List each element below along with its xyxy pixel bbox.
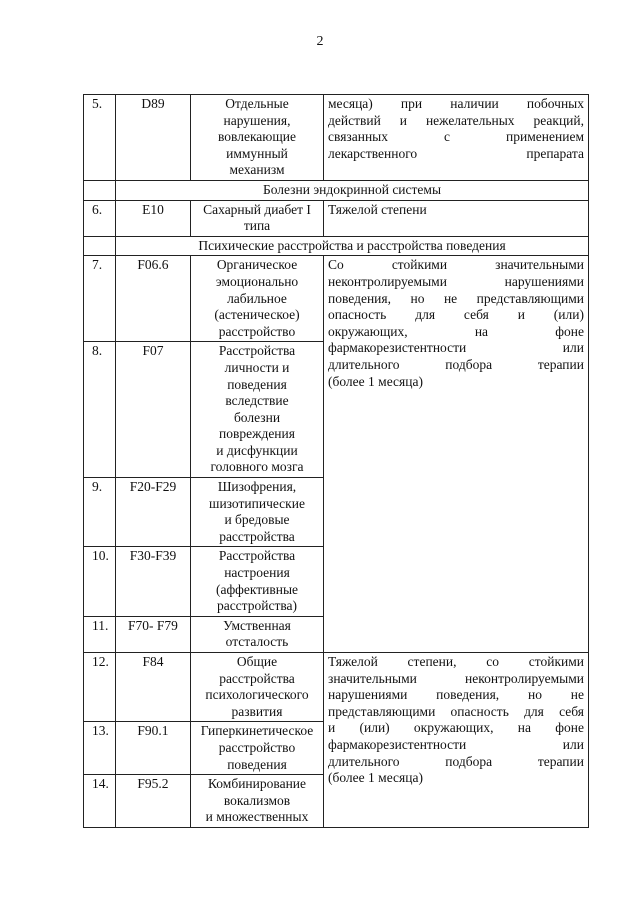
row-number: 12. (84, 653, 116, 722)
diagnosis-name (191, 95, 324, 181)
description-line: окружающих, на фоне (328, 323, 584, 339)
row-number: 5. (84, 95, 116, 181)
row-number: 11. (84, 616, 116, 652)
row-number: 9. (84, 478, 116, 547)
description-line: Тяжелой степени, со стойкими (328, 654, 584, 669)
diagnosis-name-line: Умственная (223, 617, 291, 633)
diagnosis-name-line: Расстройства (218, 548, 296, 564)
diagnosis-name-line: головного мозга (210, 459, 304, 475)
diagnosis-name-line: (астеническое) (214, 307, 300, 323)
description-line: фармакорезистентности или (328, 340, 584, 356)
description-line: (более 1 месяца) (328, 373, 423, 389)
diagnosis-name-line: вовлекающие (217, 129, 296, 145)
condition-description (324, 653, 589, 828)
diagnosis-name (191, 653, 324, 722)
icd-code: F30-F39 (116, 547, 191, 616)
icd-code: F95.2 (116, 775, 191, 828)
icd-code: F20-F29 (116, 478, 191, 547)
diagnosis-name-line: расстройство (218, 739, 296, 755)
diagnosis-name-line: настроения (224, 565, 290, 581)
diagnosis-name-line: развития (231, 703, 283, 719)
diagnosis-name-line: шизотипические (209, 495, 305, 511)
diagnosis-name-line: вокализмов (223, 792, 291, 808)
description-line: лекарственного препарата (328, 145, 584, 161)
row-number: 6. (84, 200, 116, 236)
diagnosis-name-line: иммунный (226, 145, 288, 161)
diagnosis-name-line: поведения (227, 376, 287, 392)
row-number: 7. (84, 256, 116, 342)
icd-code: F84 (116, 653, 191, 722)
table-row (84, 653, 589, 722)
diagnosis-name (191, 775, 324, 828)
description-line: действий и нежелательных реакций, (328, 112, 584, 128)
description-line: поведения, но не представляющими (328, 290, 584, 306)
diagnosis-name-line: болезни (233, 409, 281, 425)
diagnosis-name-line: и бредовые (224, 512, 290, 528)
section-spacer (84, 180, 116, 200)
diagnosis-name-line: эмоционально (215, 273, 299, 289)
diagnosis-name-line: расстройства (219, 670, 295, 686)
icd-code: F70- F79 (116, 616, 191, 652)
diagnosis-name-line: нарушения, (223, 112, 291, 128)
diagnosis-name-line: Отдельные (225, 96, 289, 111)
diagnosis-name-line: поведения (227, 756, 287, 772)
description-line: месяца) при наличии побочных (328, 96, 584, 111)
diagnosis-name-line: лабильное (227, 290, 287, 306)
row-number: 14. (84, 775, 116, 828)
section-spacer (84, 236, 116, 256)
diagnosis-name (191, 478, 324, 547)
diagnosis-name (191, 200, 324, 236)
description-line: опасность для себя и (или) (328, 307, 584, 323)
diagnosis-name-line: расстройства) (216, 598, 298, 614)
diagnosis-name-line: отсталость (225, 634, 289, 650)
description-line: неконтролируемыми нарушениями (328, 273, 584, 289)
diagnosis-name (191, 342, 324, 478)
diagnosis-name-line: повреждения (219, 426, 295, 442)
table-row (84, 95, 589, 181)
description-line: представляющими опасность для себя (328, 703, 584, 719)
diagnosis-name-line: (аффективные (215, 581, 299, 597)
diagnosis-name-line: личности и (224, 359, 290, 375)
section-title: Психические расстройства и расстройства поведения (116, 236, 589, 256)
icd-code: D89 (116, 95, 191, 181)
row-number: 8. (84, 342, 116, 478)
table-row (84, 200, 589, 236)
description-line: длительного подбора терапии (328, 753, 584, 769)
diagnosis-name-line: психологического (205, 687, 309, 703)
diagnosis-name-line: Сахарный диабет I (203, 201, 311, 217)
description-line: значительными неконтролируемыми (328, 670, 584, 686)
diagnosis-name (191, 256, 324, 342)
description-line: (более 1 месяца) (328, 770, 423, 786)
diagnosis-name (191, 722, 324, 775)
description-line: Со стойкими значительными (328, 257, 584, 273)
diagnosis-name-line: расстройства (219, 528, 295, 544)
condition-description (324, 95, 589, 181)
diagnosis-name-line: и дисфункции (216, 442, 298, 458)
diagnosis-table (83, 94, 589, 828)
icd-code: F90.1 (116, 722, 191, 775)
condition-description (324, 256, 589, 653)
description-line: фармакорезистентности или (328, 736, 584, 752)
diagnosis-name-line: Гиперкинетическое (200, 723, 314, 739)
diagnosis-name-line: расстройство (218, 323, 296, 339)
table-row (84, 256, 589, 342)
diagnosis-name-line: механизм (229, 162, 285, 178)
description-line: и (или) окружающих, на фоне (328, 720, 584, 736)
icd-code: E10 (116, 200, 191, 236)
diagnosis-name-line: Расстройства (218, 343, 296, 359)
icd-code: F07 (116, 342, 191, 478)
diagnosis-name-line: Комбинирование (207, 776, 307, 792)
diagnosis-name-line: Органическое (216, 257, 298, 273)
description-line: длительного подбора терапии (328, 356, 584, 372)
icd-code: F06.6 (116, 256, 191, 342)
description-line: Тяжелой степени (328, 201, 427, 217)
description-line: нарушениями поведения, но не (328, 687, 584, 703)
description-line: связанных с применением (328, 129, 584, 145)
section-header-row (84, 180, 589, 200)
row-number: 10. (84, 547, 116, 616)
diagnosis-name-line: типа (243, 218, 271, 234)
diagnosis-name-line: Общие (236, 654, 278, 669)
diagnosis-name-line: и множественных (205, 809, 309, 825)
diagnosis-name-line: Шизофрения, (217, 479, 297, 495)
diagnosis-name (191, 547, 324, 616)
condition-description (324, 200, 589, 236)
row-number: 13. (84, 722, 116, 775)
section-title: Болезни эндокринной системы (116, 180, 589, 200)
diagnosis-name (191, 616, 324, 652)
diagnosis-name-line: вследствие (225, 393, 289, 409)
section-header-row (84, 236, 589, 256)
page-number: 2 (316, 34, 324, 49)
diagnosis-table-body (84, 95, 589, 828)
